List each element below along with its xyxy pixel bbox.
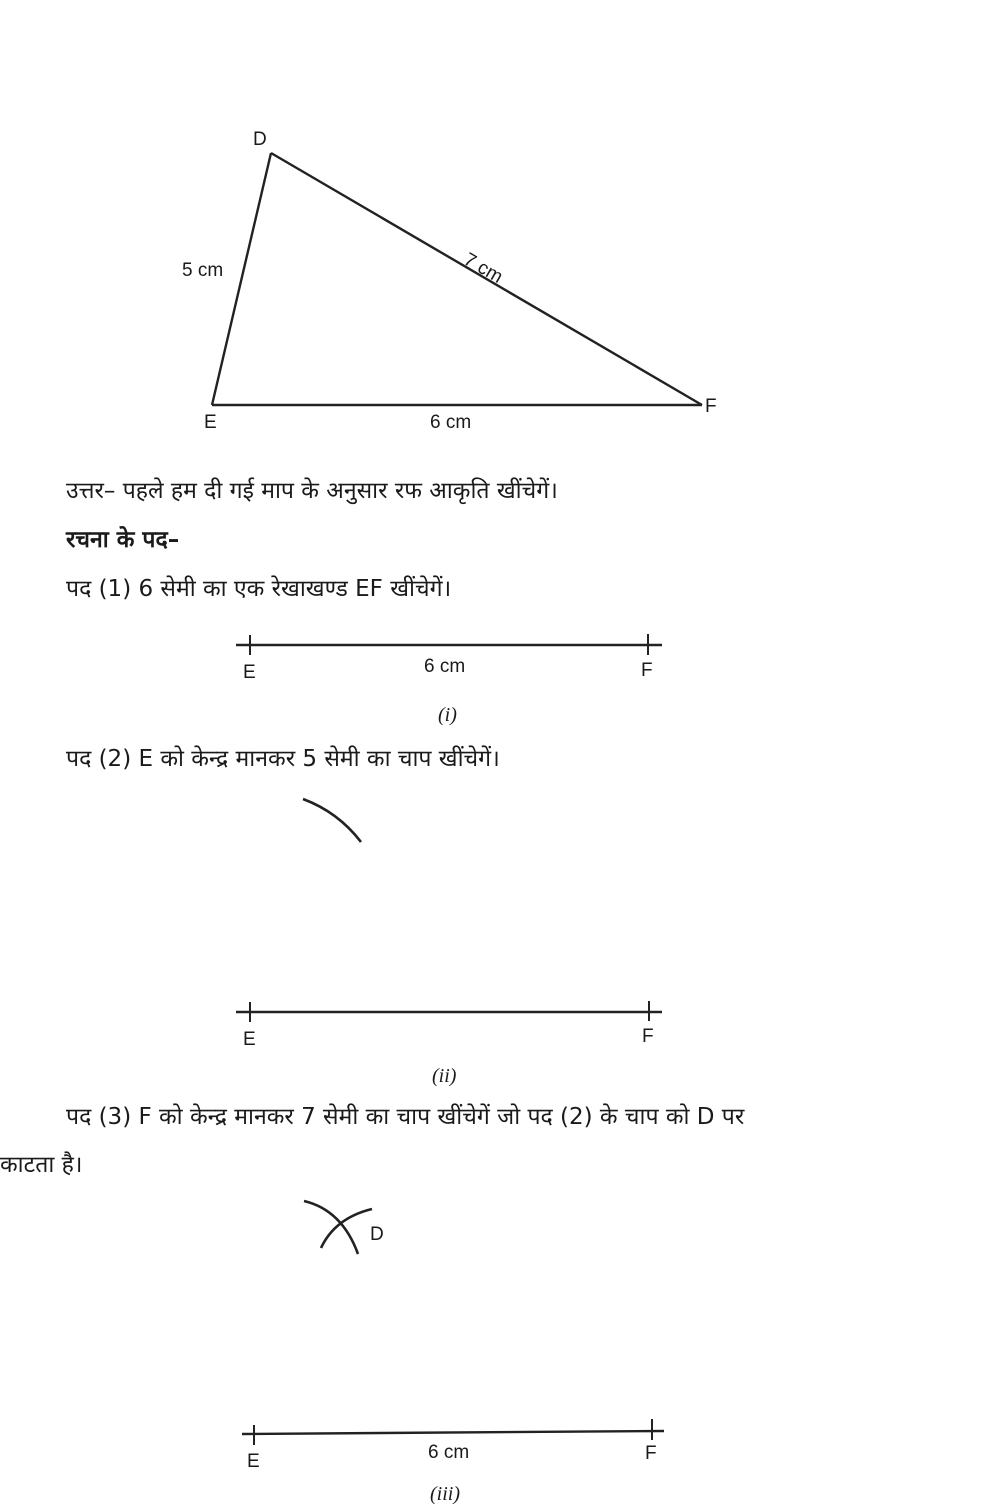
- side-ef-label: 6 cm: [430, 412, 472, 433]
- step-1-e-label: E: [243, 662, 256, 683]
- side-df-label: 7 cm: [460, 249, 507, 288]
- segment-ef-step2: [236, 1001, 662, 1022]
- step-1-length-label: 6 cm: [424, 656, 466, 677]
- step-1-text: पद (1) 6 सेमी का एक रेखाखण्ड EF खींचेगें।: [66, 576, 452, 602]
- step-1-f-label: F: [641, 660, 653, 681]
- vertex-d-label: D: [253, 129, 267, 150]
- segment-ef-step1: [236, 634, 662, 655]
- figure-caption-iii: (iii): [430, 1483, 460, 1505]
- figure-caption-i: (i): [438, 704, 457, 726]
- step-3-text-line2: काटता है।: [0, 1152, 83, 1178]
- intersection-d-label: D: [370, 1224, 384, 1245]
- arc-from-e-step3: [304, 1201, 358, 1254]
- step-3-e-label: E: [247, 1451, 260, 1472]
- arc-from-e: [303, 799, 361, 842]
- arc-from-f-step3: [321, 1209, 372, 1248]
- triangle-def: [212, 153, 702, 405]
- vertex-e-label: E: [204, 412, 217, 433]
- step-3-length-label: 6 cm: [428, 1442, 470, 1463]
- step-3-text-line1: पद (3) F को केन्द्र मानकर 7 सेमी का चाप खींचेगें जो पद (2) के चाप को D पर: [66, 1104, 745, 1130]
- step-3-f-label: F: [645, 1443, 657, 1464]
- figure-caption-ii: (ii): [432, 1065, 457, 1087]
- answer-intro: उत्तर– पहले हम दी गई माप के अनुसार रफ आकृति खींचेगें।: [66, 478, 558, 504]
- step-2-text: पद (2) E को केन्द्र मानकर 5 सेमी का चाप खींचेगें।: [66, 746, 500, 772]
- step-2-f-label: F: [642, 1026, 654, 1047]
- vertex-f-label: F: [705, 396, 717, 417]
- step-2-e-label: E: [243, 1029, 256, 1050]
- steps-heading: रचना के पद–: [66, 527, 180, 553]
- side-de-label: 5 cm: [182, 260, 224, 281]
